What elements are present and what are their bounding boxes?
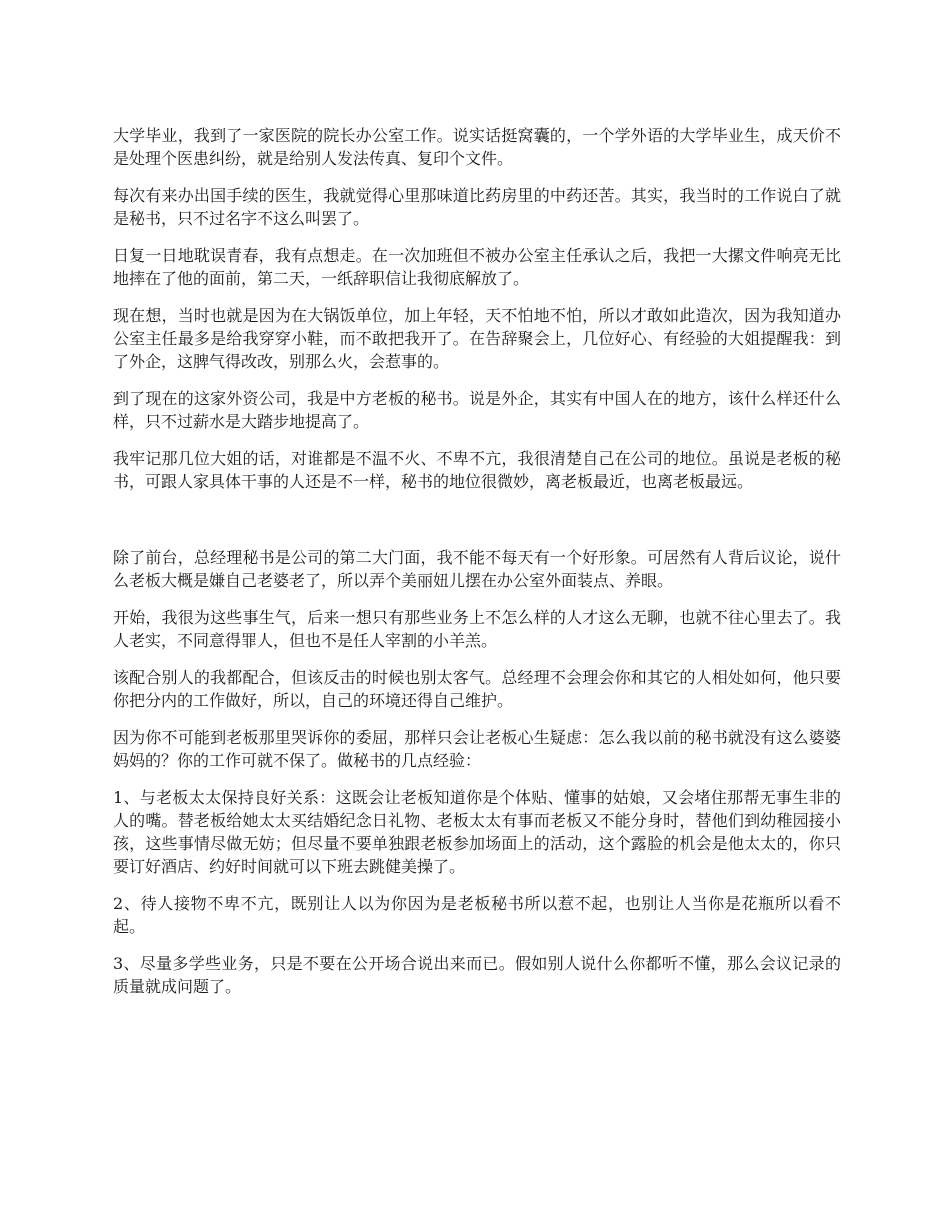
paragraph-9: 该配合别人的我都配合，但该反击的时候也别太客气。总经理不会理会你和其它的人相处如何，他只要你把分内的工作做好，所以，自己的环境还得自己维护。 xyxy=(113,668,841,710)
list-item-3: 3、尽量多学些业务，只是不要在公开场合说出来而已。假如别人说什么你都听不懂，那么会议记录的质量就成问题了。 xyxy=(113,954,841,996)
paragraph-4: 现在想，当时也就是因为在大锅饭单位，加上年轻，天不怕地不怕，所以才敢如此造次，因为我知道办公室主任最多是给我穿穿小鞋，而不敢把我开了。在告辞聚会上，几位好心、有经验的大姐提醒我：到了外企，这脾气得改改，别那么火，会惹事的。 xyxy=(113,306,841,371)
paragraph-7: 除了前台，总经理秘书是公司的第二大门面，我不能不每天有一个好形象。可居然有人背后议论，说什么老板大概是嫌自己老婆老了，所以弄个美丽妞儿摆在办公室外面装点、养眼。 xyxy=(113,548,841,590)
paragraph-8: 开始，我很为这些事生气，后来一想只有那些业务上不怎么样的人才这么无聊，也就不往心里去了。我人老实，不同意得罪人，但也不是任人宰割的小羊羔。 xyxy=(113,608,841,650)
document-body xyxy=(113,124,841,1012)
paragraph-10: 因为你不可能到老板那里哭诉你的委屈，那样只会让老板心生疑虑：怎么我以前的秘书就没有这么婆婆妈妈的？你的工作可就不保了。做秘书的几点经验： xyxy=(113,728,841,770)
paragraph-1: 大学毕业，我到了一家医院的院长办公室工作。说实话挺窝囊的，一个学外语的大学毕业生，成天价不是处理个医患纠纷，就是给别人发法传真、复印个文件。 xyxy=(113,126,841,168)
paragraph-6: 我牢记那几位大姐的话，对谁都是不温不火、不卑不亢，我很清楚自己在公司的地位。虽说是老板的秘书，可跟人家具体干事的人还是不一样，秘书的地位很微妙，离老板最近，也离老板最远。 xyxy=(113,449,841,491)
paragraph-2: 每次有来办出国手续的医生，我就觉得心里那味道比药房里的中药还苦。其实，我当时的工作说白了就是秘书，只不过名字不这么叫罢了。 xyxy=(113,186,841,228)
list-item-2: 2、待人接物不卑不亢，既别让人以为你因为是老板秘书所以惹不起，也别让人当你是花瓶所以看不起。 xyxy=(113,894,841,936)
list-item-1: 1、与老板太太保持良好关系：这既会让老板知道你是个体贴、懂事的姑娘，又会堵住那帮无事生非的人的嘴。替老板给她太太买结婚纪念日礼物、老板太太有事而老板又不能分身时，替他们到幼稚园接小孩，这些事情尽做无妨；但尽量不要单独跟老板参加场面上的活动，这个露脸的机会是他太太的，你只要订好酒店、约好时间就可以下班去跳健美操了。 xyxy=(113,788,841,876)
paragraph-5: 到了现在的这家外资公司，我是中方老板的秘书。说是外企，其实有中国人在的地方，该什么样还什么样，只不过薪水是大踏步地提高了。 xyxy=(113,389,841,431)
paragraph-3: 日复一日地耽误青春，我有点想走。在一次加班但不被办公室主任承认之后，我把一大摞文件响亮无比地摔在了他的面前，第二天，一纸辞职信让我彻底解放了。 xyxy=(113,246,841,288)
